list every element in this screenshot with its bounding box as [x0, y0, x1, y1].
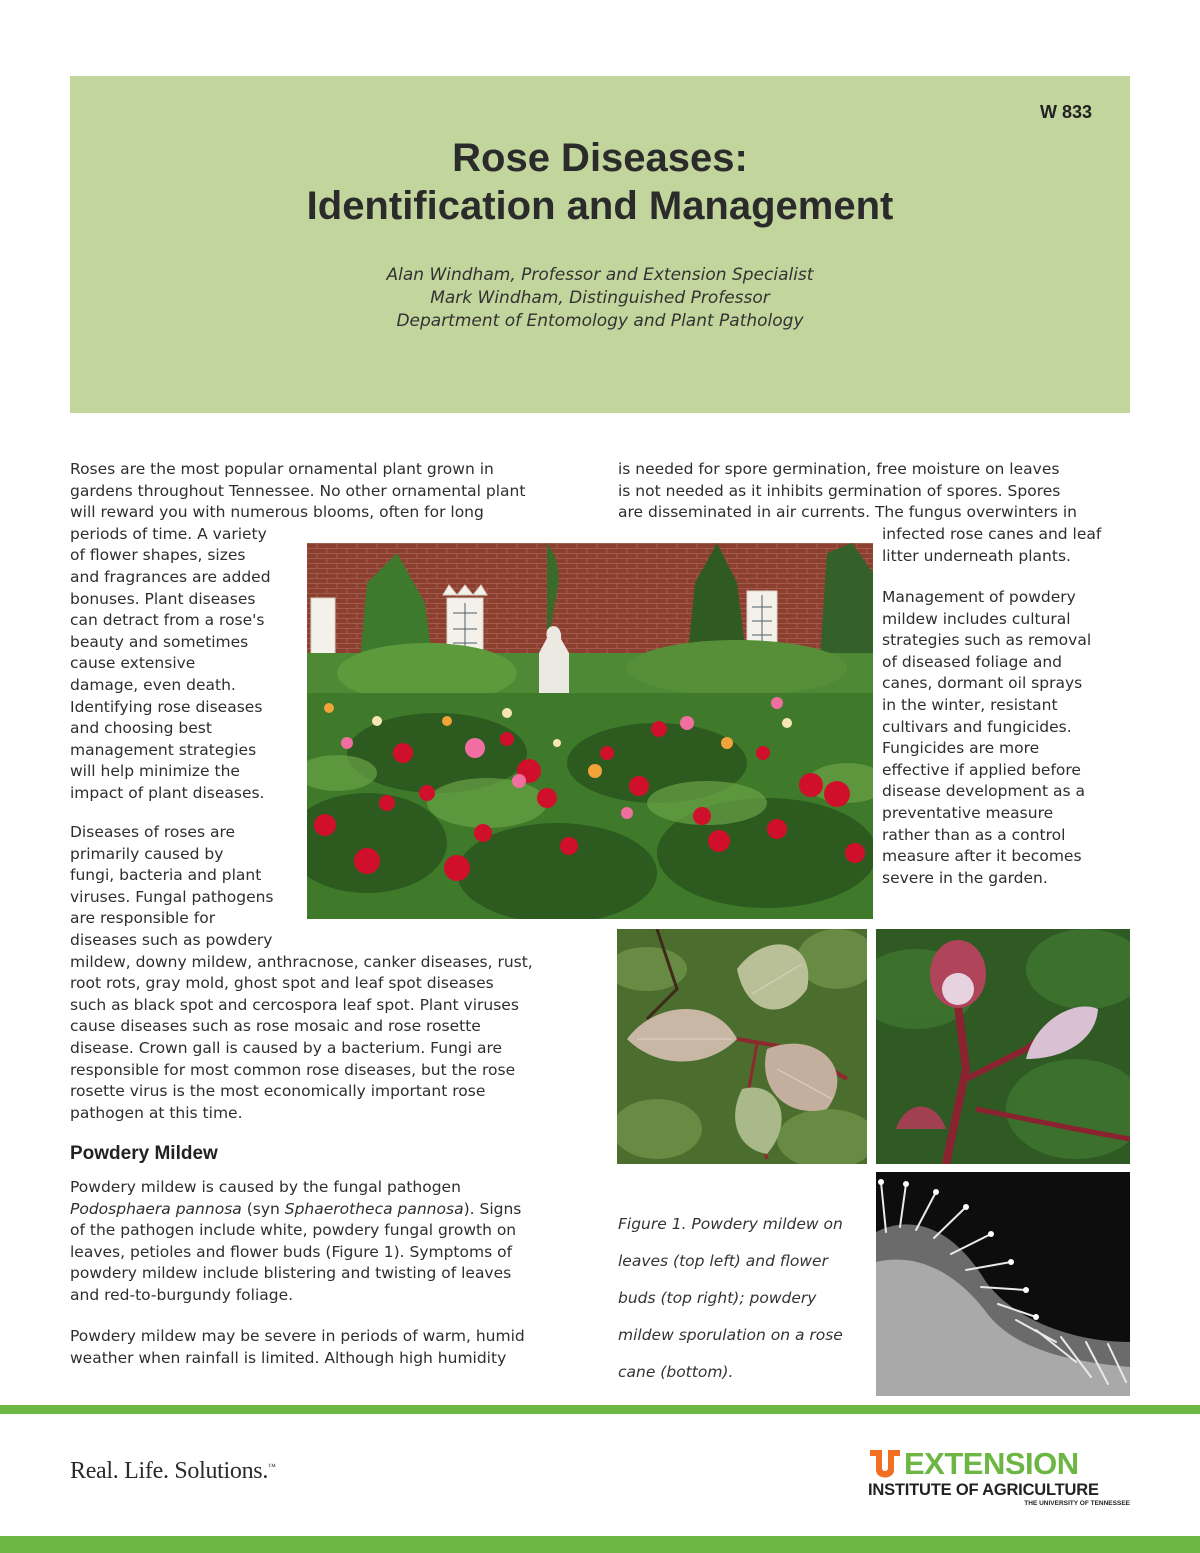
text-line: weather when rainfall is limited. Although high humidity [70, 1348, 507, 1367]
text-line: effective if applied before [882, 760, 1081, 779]
author-1: Alan Windham, Professor and Extension Specialist [386, 265, 814, 285]
logo-university-text: THE UNIVERSITY OF TENNESSEE [1024, 1500, 1130, 1507]
mildew-cane-photo [876, 1172, 1130, 1396]
text-line: rosette virus is the most economically important rose [70, 1082, 486, 1101]
text-line: cane (bottom). [618, 1362, 734, 1381]
tagline-text: Real. Life. Solutions. [70, 1458, 269, 1484]
text-line: mildew includes cultural [882, 609, 1071, 628]
text-line: are disseminated in air currents. The fungus overwinters in [618, 503, 1077, 522]
text-line: cause extensive [70, 654, 196, 673]
powdery-paragraph-2 [70, 1326, 525, 1369]
text-line: disease development as a [882, 782, 1085, 801]
text-line: in the winter, resistant [882, 695, 1058, 714]
text-line: Identifying rose diseases [70, 697, 263, 716]
title-line-2: Identification and Management [306, 184, 894, 228]
text-line: such as black spot and cercospora leaf spot. Plant viruses [70, 995, 519, 1014]
logo-top-row [868, 1447, 1079, 1481]
department: Department of Entomology and Plant Pathology [396, 311, 804, 331]
logo-extension-text: EXTENSION [904, 1446, 1079, 1481]
text-line: Diseases of roses are [70, 823, 236, 841]
text-line: and choosing best [70, 719, 212, 738]
text-line: Figure 1. Powdery mildew on [618, 1214, 843, 1233]
figure-caption [618, 1198, 874, 1399]
text-line: disease. Crown gall is caused by a bacterium. Fungi are [70, 1038, 503, 1057]
text-line: gardens throughout Tennessee. No other ornamental plant [70, 481, 526, 500]
page-bottom-bar [0, 1536, 1200, 1553]
right-column-narrow-1 [882, 524, 1101, 567]
text-line: Powdery mildew may be severe in periods of warm, humid [70, 1327, 525, 1345]
text-line: can detract from a rose's [70, 611, 265, 630]
mildew-buds-photo [876, 929, 1130, 1164]
text-line: primarily caused by [70, 844, 224, 863]
text-line: are responsible for [70, 909, 216, 928]
powdery-line: Powdery mildew is caused by the fungal pathogen [70, 1178, 461, 1196]
text-line: infected rose canes and leaf [882, 525, 1102, 543]
text-line: leaves (top left) and flower [618, 1251, 828, 1270]
text-line: strategies such as removal [882, 631, 1092, 650]
text-line: and fragrances are added [70, 567, 271, 586]
right-column-top [618, 459, 1077, 524]
ut-mark-icon [868, 1448, 902, 1480]
text-line: mildew, downy mildew, anthracnose, canker diseases, rust, [70, 952, 533, 971]
rose-garden-photo [307, 543, 873, 919]
text-line: will reward you with numerous blooms, often for long [70, 503, 484, 522]
text-line: Fungicides are more [882, 739, 1040, 758]
text-line: is needed for spore germination, free moisture on leaves [618, 460, 1060, 478]
text-line: mildew sporulation on a rose [618, 1325, 843, 1344]
text-line: impact of plant diseases. [70, 783, 265, 802]
powdery-rest [70, 1220, 521, 1306]
powdery-paragraph-1 [70, 1177, 521, 1307]
text-line: Roses are the most popular ornamental plant grown in [70, 460, 494, 478]
page-title [70, 134, 1130, 230]
author-2: Mark Windham, Distinguished Professor [430, 288, 770, 308]
text-line: rather than as a control [882, 825, 1066, 844]
text-line: of flower shapes, sizes [70, 546, 246, 565]
species-name: Podosphaera pannosa [70, 1199, 242, 1218]
text-line: root rots, gray mold, ghost spot and leaf spot diseases [70, 974, 494, 993]
text-line: preventative measure [882, 803, 1054, 822]
tagline [70, 1458, 276, 1485]
trademark-mark: ™ [268, 1462, 276, 1471]
publication-number: W 833 [1039, 102, 1092, 122]
mildew-leaves-photo [617, 929, 867, 1164]
text-line: viruses. Fungal pathogens [70, 887, 274, 906]
text-line: canes, dormant oil sprays [882, 674, 1083, 693]
syn-open: (syn [241, 1199, 285, 1218]
text-line: cultivars and fungicides. [882, 717, 1072, 736]
text-line: severe in the garden. [882, 868, 1048, 887]
footer-divider [0, 1405, 1200, 1414]
text-line: management strategies [70, 740, 257, 759]
text-line: leaves, petioles and flower buds (Figure 1). Symptoms of [70, 1242, 513, 1261]
text-line: of diseased foliage and [882, 652, 1063, 671]
text-line: powdery mildew include blistering and twisting of leaves [70, 1264, 512, 1283]
text-line: responsible for most common rose diseases, but the rose [70, 1060, 516, 1079]
text-line: litter underneath plants. [882, 546, 1071, 565]
logo-institute-text: INSTITUTE OF AGRICULTURE [868, 1481, 1099, 1499]
synonym-name: Sphaerotheca pannosa [284, 1199, 464, 1218]
text-line: diseases such as powdery [70, 930, 273, 949]
right-column-narrow-2 [882, 587, 1091, 889]
title-line-1: Rose Diseases: [452, 136, 748, 180]
text-line: buds (top right); powdery [618, 1288, 817, 1307]
text-line: bonuses. Plant diseases [70, 589, 256, 608]
text-line: of the pathogen include white, powdery fungal growth on [70, 1221, 517, 1240]
text-line: fungi, bacteria and plant [70, 866, 262, 885]
author-block [70, 264, 1130, 333]
text-line: is not needed as it inhibits germination of spores. Spores [618, 481, 1061, 500]
header-band [70, 76, 1130, 413]
text-line: will help minimize the [70, 762, 240, 781]
syn-close: ). Signs [463, 1199, 522, 1218]
powdery-line-species [70, 1199, 521, 1221]
ut-extension-logo [868, 1447, 1130, 1509]
section-heading-powdery-mildew: Powdery Mildew [70, 1143, 218, 1164]
text-line: pathogen at this time. [70, 1103, 243, 1122]
text-line: beauty and sometimes [70, 632, 249, 651]
text-line: measure after it becomes [882, 847, 1082, 866]
text-line: damage, even death. [70, 675, 236, 694]
text-line: and red-to-burgundy foliage. [70, 1285, 294, 1304]
text-line: Management of powdery [882, 588, 1076, 606]
text-line: periods of time. A variety [70, 524, 267, 543]
text-line: cause diseases such as rose mosaic and rose rosette [70, 1017, 481, 1036]
